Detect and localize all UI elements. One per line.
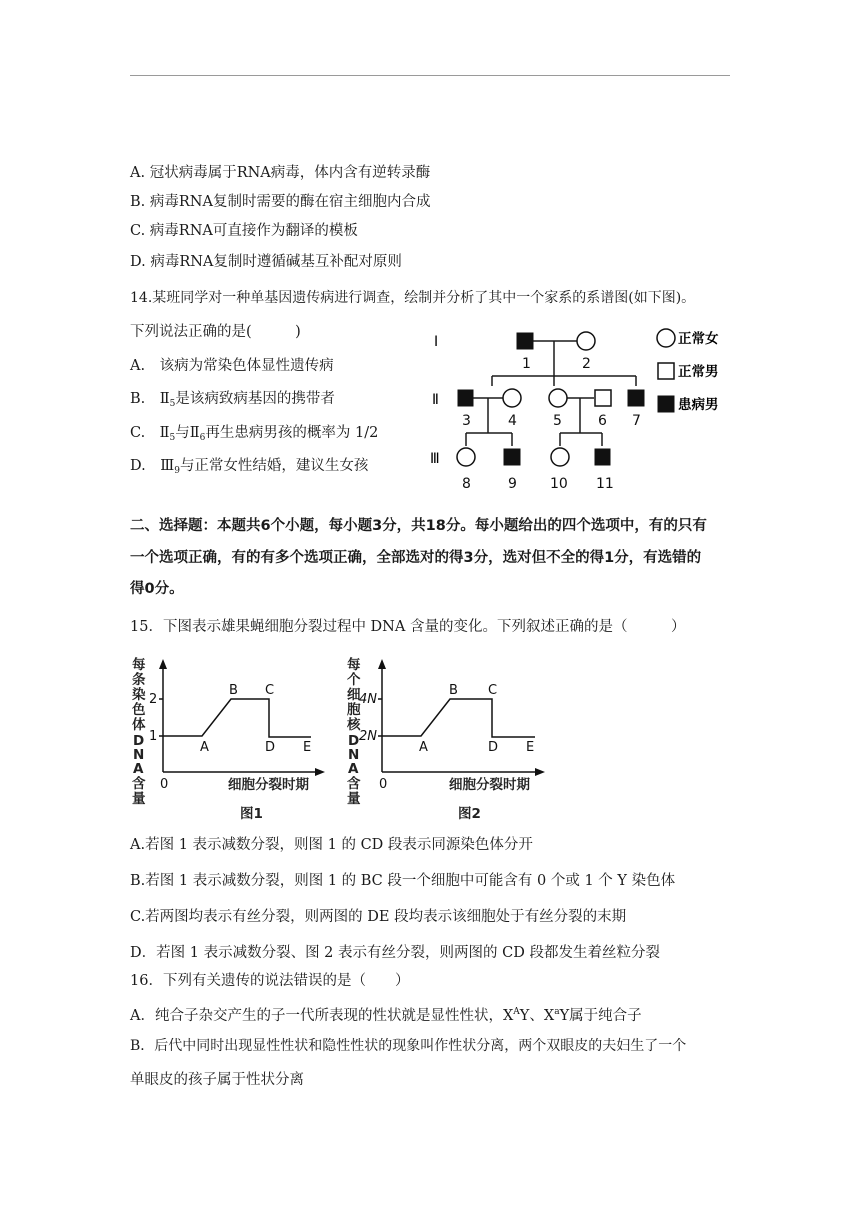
individual-number: 5	[553, 413, 562, 429]
legend-label: 患病男	[678, 397, 719, 413]
fig1-tick-label: 1	[149, 729, 158, 744]
fig1-point-label: A	[200, 740, 209, 755]
fig1-tick-label: 0	[160, 777, 169, 792]
individual-number: 3	[462, 413, 471, 429]
individual-number: 4	[508, 413, 517, 429]
individual-number: 1	[522, 356, 531, 372]
q16-option-a: A．纯合子杂交产生的子一代所表现的性状就是显性性状，$X^AY$、$X^aY$属于纯合子	[130, 1007, 642, 1024]
individual-number: 9	[508, 476, 517, 492]
fig2-point-label: B	[449, 683, 458, 698]
q13-option-b: B. 病毒RNA复制时需要的酶在宿主细胞内合成	[130, 194, 431, 210]
individual-9	[504, 449, 520, 465]
fig1-ylabel-char: 量	[132, 791, 146, 807]
individual-2	[577, 332, 595, 350]
individual-3	[458, 390, 473, 406]
q16-stem: 16．下列有关遗传的说法错误的是（ ）	[130, 973, 410, 989]
fig2-tick-label: 0	[379, 777, 388, 792]
individual-7	[628, 390, 644, 406]
q14-option-b: B. $Ⅱ_5$是该病致病基因的携带者	[130, 391, 335, 409]
fig2-point-label: E	[526, 740, 535, 755]
individual-8	[457, 448, 475, 466]
fig2-ylabel-char: 每	[347, 657, 361, 673]
legend-female-symbol	[657, 329, 675, 347]
fig2-ylabel-char: 胞	[347, 702, 361, 718]
section2-line1: 二、选择题：本题共6个小题，每小题3分，共18分。每小题给出的四个选项中，有的只有	[130, 518, 707, 534]
fig2-y-arrow	[378, 659, 386, 669]
fig1-ylabel-char: 色	[132, 702, 146, 718]
q15-option-c: C.若两图均表示有丝分裂，则两图的 DE 段均表示该细胞处于有丝分裂的末期	[130, 909, 627, 925]
q15-option-b: B.若图 1 表示减数分裂，则图 1 的 BC 段一个细胞中可能含有 0 个或 1 个 Y 染色体	[130, 873, 676, 889]
individual-5	[549, 389, 567, 407]
pedigree-gen-label: Ⅰ	[434, 334, 439, 350]
individual-10	[551, 448, 569, 466]
q14-option-d: D. $Ⅲ_9$与正常女性结婚，建议生女孩	[130, 458, 369, 476]
fig1-y-arrow	[159, 659, 167, 669]
fig2-ylabel-char: 含	[347, 776, 361, 792]
fig1-point-label: E	[303, 740, 312, 755]
legend-male-symbol	[658, 363, 674, 379]
individual-number: 2	[582, 356, 591, 372]
fig2-point-label: D	[488, 740, 499, 755]
individual-number: 11	[596, 476, 614, 492]
fig1-tick-label: 2	[149, 692, 158, 707]
pedigree-gen-label: Ⅲ	[430, 451, 440, 467]
fig1-ylabel-char: D	[133, 733, 145, 749]
legend-label: 正常男	[678, 364, 719, 380]
q14-stem-line1: 14.某班同学对一种单基因遗传病进行调查，绘制并分析了其中一个家系的系谱图(如下图)。	[130, 290, 696, 306]
individual-number: 8	[462, 476, 471, 492]
fig1-x-arrow	[315, 768, 325, 776]
fig2-point-label: C	[488, 683, 498, 698]
q16-option-b-line2: 单眼皮的孩子属于性状分离	[130, 1072, 304, 1088]
fig1-ylabel-char: 每	[132, 657, 146, 673]
fig2-ylabel-char: 细	[347, 687, 361, 703]
fig1-point-label: D	[265, 740, 276, 755]
fig1-ylabel-char: 条	[132, 672, 146, 688]
fig2-ylabel-char: 核	[347, 717, 361, 733]
fig1-ylabel-char: 体	[132, 717, 146, 733]
individual-4	[503, 389, 521, 407]
header-rule	[130, 75, 730, 76]
fig1-ylabel-char: A	[133, 761, 144, 777]
fig1-data-line	[163, 699, 311, 737]
pedigree-diagram	[420, 322, 740, 497]
legend-affected-symbol	[658, 396, 674, 412]
individual-number: 7	[632, 413, 641, 429]
individual-11	[595, 449, 610, 465]
q14-option-c: C. $Ⅱ_5$与$Ⅱ_6$再生患病男孩的概率为 1/2	[130, 425, 379, 443]
section2-line3: 得0分。	[130, 581, 184, 597]
individual-6	[595, 390, 611, 406]
q15-option-a: A.若图 1 表示减数分裂，则图 1 的 CD 段表示同源染色体分开	[130, 837, 533, 853]
fig2-ylabel-char: 个	[347, 672, 361, 688]
individual-1	[517, 333, 533, 349]
q15-stem: 15．下图表示雄果蝇细胞分裂过程中 DNA 含量的变化。下列叙述正确的是（ ）	[130, 619, 686, 635]
fig1-ylabel-char: 染	[132, 687, 146, 703]
fig2-x-arrow	[535, 768, 545, 776]
q13-option-c: C. 病毒RNA可直接作为翻译的模板	[130, 223, 358, 239]
q13-option-a: A. 冠状病毒属于RNA病毒，体内含有逆转录酶	[130, 165, 431, 181]
fig2-ylabel-char: A	[348, 761, 359, 777]
fig2-ylabel-char: 量	[347, 791, 361, 807]
fig2-ylabel-char: D	[348, 733, 360, 749]
fig2-tick-label: 4N	[359, 692, 377, 707]
q15-option-d: D．若图 1 表示减数分裂、图 2 表示有丝分裂，则两图的 CD 段都发生着丝粒分裂	[130, 945, 660, 961]
fig1-point-label: B	[229, 683, 238, 698]
fig1-point-label: C	[265, 683, 275, 698]
q16-option-b-line1: B．后代中同时出现显性性状和隐性性状的现象叫作性状分离，两个双眼皮的夫妇生了一个	[130, 1038, 687, 1054]
q14-option-a: A. 该病为常染色体显性遗传病	[130, 358, 334, 374]
individual-number: 10	[550, 476, 568, 492]
fig2-caption: 图2	[458, 806, 481, 822]
fig2-xlabel: 细胞分裂时期	[449, 777, 530, 793]
individual-number: 6	[598, 413, 607, 429]
figure-2	[345, 655, 555, 825]
q13-option-d: D. 病毒RNA复制时遵循碱基互补配对原则	[130, 254, 402, 270]
fig1-caption: 图1	[240, 806, 263, 822]
fig2-data-line	[382, 699, 535, 737]
fig1-xlabel: 细胞分裂时期	[228, 777, 309, 793]
fig1-ylabel-char: 含	[132, 776, 146, 792]
pedigree-gen-label: Ⅱ	[432, 392, 439, 408]
section2-line2: 一个选项正确，有的有多个选项正确，全部选对的得3分，选对但不全的得1分，有选错的	[130, 550, 702, 566]
q14-stem-line2: 下列说法正确的是( )	[130, 324, 301, 340]
legend-label: 正常女	[678, 331, 719, 347]
figure-1	[130, 655, 330, 825]
fig2-ylabel-char: N	[348, 747, 360, 763]
fig2-point-label: A	[419, 740, 428, 755]
fig2-tick-label: 2N	[359, 729, 377, 744]
fig1-ylabel-char: N	[133, 747, 145, 763]
